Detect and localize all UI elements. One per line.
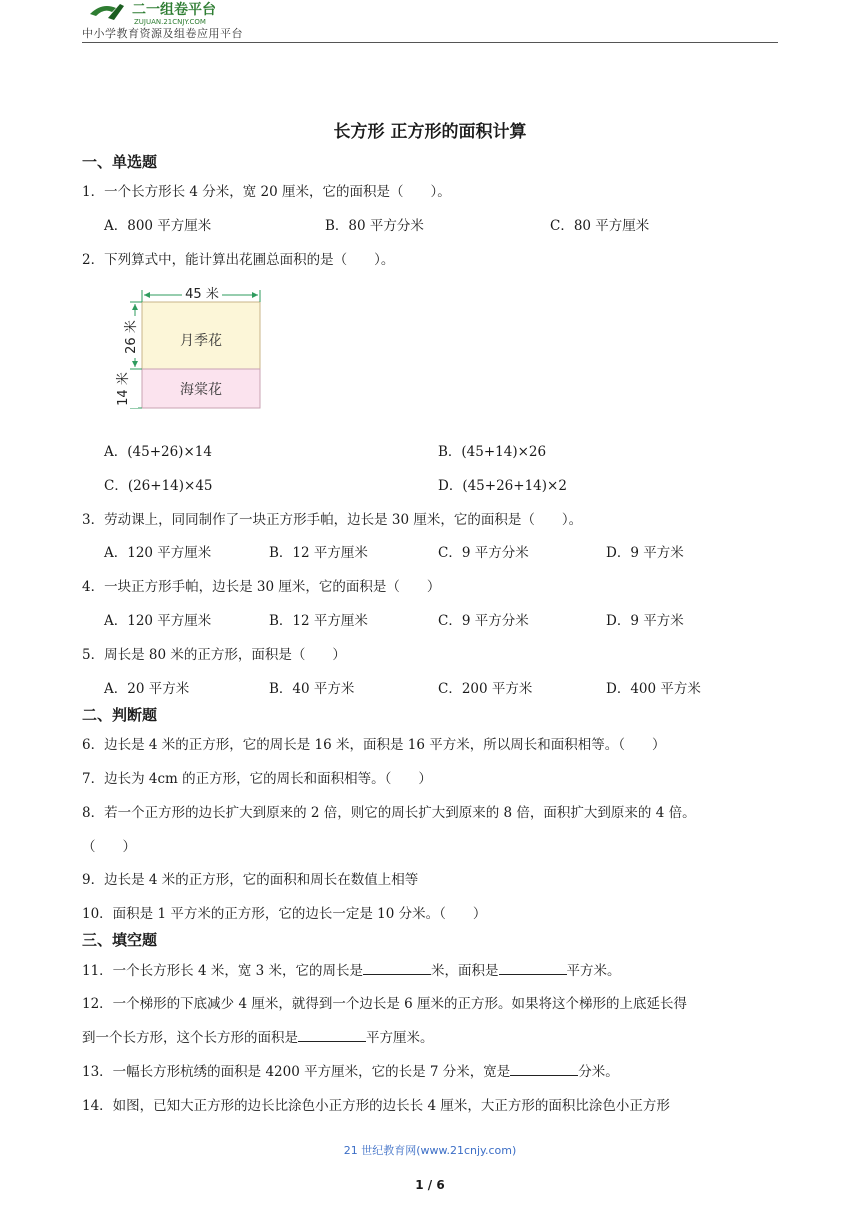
answer-blank-area[interactable] xyxy=(499,962,567,975)
question-4-option-c: C．9 平方分米 xyxy=(438,613,529,629)
question-4-option-d: D．9 平方米 xyxy=(606,613,684,629)
logo-url: ZUJUAN.21CNJY.COM xyxy=(134,18,206,26)
question-5-stem: 5．周长是 80 米的正方形，面积是（ ） xyxy=(82,647,346,663)
question-2-option-a: A．(45+26)×14 xyxy=(104,444,212,460)
question-9: 9．边长是 4 米的正方形，它的面积和周长在数值上相等 xyxy=(82,872,419,888)
question-6: 6．边长是 4 米的正方形，它的周长是 16 米，面积是 16 平方米，所以周长和面积相等。（ ） xyxy=(82,737,666,753)
question-12-line-2 xyxy=(82,1026,434,1046)
question-5-option-a: A．20 平方米 xyxy=(104,681,190,697)
question-1-option-c: C．80 平方厘米 xyxy=(550,218,650,234)
question-4-option-a: A．120 平方厘米 xyxy=(104,613,212,629)
question-11-part-2: 米，面积是 xyxy=(431,963,499,979)
answer-blank-perimeter[interactable] xyxy=(363,962,431,975)
question-5-option-d: D．400 平方米 xyxy=(606,681,701,697)
question-3-option-c: C．9 平方分米 xyxy=(438,545,529,561)
question-1-option-b: B．80 平方分米 xyxy=(325,218,424,234)
section-heading-true-false: 二、判断题 xyxy=(82,706,158,724)
question-5-option-c: C．200 平方米 xyxy=(438,681,533,697)
document-title: 长方形 正方形的面积计算 xyxy=(333,122,527,142)
garden-figure xyxy=(108,282,278,414)
width-label: 45 米 xyxy=(185,287,219,302)
question-13-part-1: 13．一幅长方形杭绣的面积是 4200 平方厘米，它的长是 7 分米，宽是 xyxy=(82,1064,511,1080)
question-12-part-2: 平方厘米。 xyxy=(366,1030,434,1046)
question-13 xyxy=(82,1060,619,1080)
question-14: 14．如图，已知大正方形的边长比涂色小正方形的边长长 4 厘米，大正方形的面积比涂色小正方形 xyxy=(82,1098,670,1114)
section-heading-fill-blank: 三、填空题 xyxy=(82,931,158,949)
section-heading-single-choice: 一、单选题 xyxy=(82,153,158,171)
question-5-option-b: B．40 平方米 xyxy=(269,681,355,697)
page-number: 1 / 6 xyxy=(415,1178,445,1192)
question-10: 10．面积是 1 平方米的正方形，它的边长一定是 10 分米。（ ） xyxy=(82,906,487,922)
question-2-option-c: C．(26+14)×45 xyxy=(104,478,213,494)
question-8-line-1: 8．若一个正方形的边长扩大到原来的 2 倍，则它的周长扩大到原来的 8 倍，面积扩大到原来的 4 倍。 xyxy=(82,805,696,821)
rose-label: 月季花 xyxy=(180,333,222,349)
question-3-option-b: B．12 平方厘米 xyxy=(269,545,368,561)
question-7: 7．边长为 4cm 的正方形，它的周长和面积相等。（ ） xyxy=(82,771,432,787)
question-8-line-2: （ ） xyxy=(82,839,136,855)
question-4-stem: 4．一块正方形手帕，边长是 30 厘米，它的面积是（ ） xyxy=(82,579,441,595)
question-2-stem: 2．下列算式中，能计算出花圃总面积的是（ ）。 xyxy=(82,252,395,268)
question-2-option-b: B．(45+14)×26 xyxy=(438,444,547,460)
header-subtitle: 中小学教育资源及组卷应用平台 xyxy=(82,27,243,40)
bottom-height-label: 14 米 xyxy=(116,372,131,406)
platform-logo xyxy=(86,0,286,26)
question-4-option-b: B．12 平方厘米 xyxy=(269,613,368,629)
top-height-label: 26 米 xyxy=(124,320,139,354)
question-1-option-a: A．800 平方厘米 xyxy=(104,218,212,234)
question-11-part-1: 11．一个长方形长 4 米，宽 3 米，它的周长是 xyxy=(82,963,364,979)
question-3-option-a: A．120 平方厘米 xyxy=(104,545,212,561)
question-2-option-d: D．(45+26+14)×2 xyxy=(438,478,567,494)
logo-text: 二一组卷平台 xyxy=(132,2,216,18)
question-11 xyxy=(82,959,621,979)
question-13-part-2: 分米。 xyxy=(578,1064,619,1080)
question-11-part-3: 平方米。 xyxy=(566,963,621,979)
footer-site-link[interactable]: 21 世纪教育网(www.21cnjy.com) xyxy=(343,1144,517,1157)
header-divider xyxy=(82,42,778,43)
question-12-part-1: 到一个长方形，这个长方形的面积是 xyxy=(82,1030,298,1046)
question-3-stem: 3．劳动课上，同同制作了一块正方形手帕，边长是 30 厘米，它的面积是（ ）。 xyxy=(82,512,583,528)
question-3-option-d: D．9 平方米 xyxy=(606,545,684,561)
begonia-label: 海棠花 xyxy=(180,382,222,398)
question-12-line-1: 12．一个梯形的下底减少 4 厘米，就得到一个边长是 6 厘米的正方形。如果将这个梯形的上底延长得 xyxy=(82,996,688,1012)
answer-blank-width[interactable] xyxy=(510,1063,578,1076)
question-1-stem: 1．一个长方形长 4 分米，宽 20 厘米，它的面积是（ ）。 xyxy=(82,184,451,200)
answer-blank-rectangle-area[interactable] xyxy=(298,1029,366,1042)
